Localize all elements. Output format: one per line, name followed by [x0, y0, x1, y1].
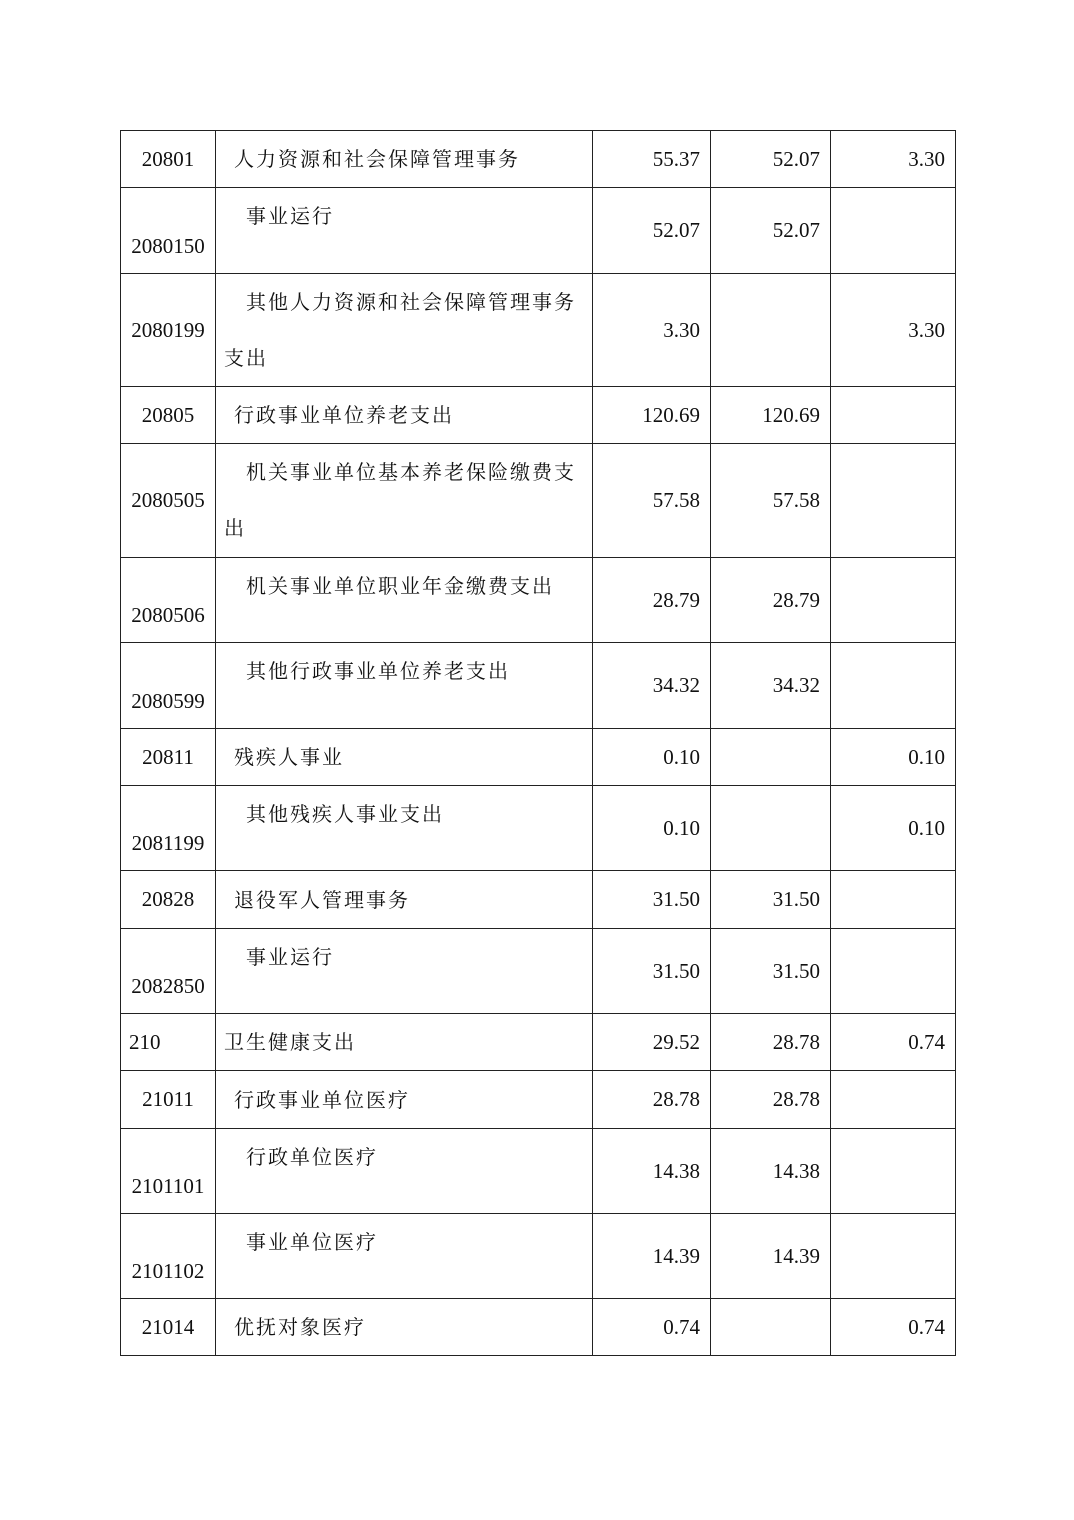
row-name: 优抚对象医疗: [216, 1299, 593, 1356]
row-name: 其他残疾人事业支出: [216, 786, 593, 871]
row-total: 14.38: [593, 1129, 711, 1214]
row-total: 14.39: [593, 1214, 711, 1299]
row-code: 2080150: [121, 188, 216, 274]
row-total: 0.74: [593, 1299, 711, 1356]
row-name: 行政事业单位医疗: [216, 1071, 593, 1129]
row-project: 0.10: [831, 786, 956, 871]
row-code: 2081199: [121, 786, 216, 871]
row-basic: 28.78: [711, 1014, 831, 1071]
row-total: 31.50: [593, 929, 711, 1014]
row-code: 210: [121, 1014, 216, 1071]
row-name: 机关事业单位基本养老保险缴费支出: [216, 444, 593, 558]
row-code: 2080505: [121, 444, 216, 558]
row-basic: 52.07: [711, 188, 831, 274]
row-code: 20805: [121, 387, 216, 444]
row-basic: [711, 729, 831, 786]
row-basic: 52.07: [711, 131, 831, 188]
row-name: 机关事业单位职业年金缴费支出: [216, 558, 593, 643]
row-name: 行政单位医疗: [216, 1129, 593, 1214]
table-row: [121, 1214, 956, 1299]
row-code: 21014: [121, 1299, 216, 1356]
row-project: [831, 1129, 956, 1214]
row-name: 事业运行: [216, 188, 593, 274]
row-total: 0.10: [593, 729, 711, 786]
table-row: [121, 1129, 956, 1214]
row-total: 0.10: [593, 786, 711, 871]
row-project: [831, 929, 956, 1014]
row-code: 2101101: [121, 1129, 216, 1214]
table-row: [121, 929, 956, 1014]
table-row: [121, 786, 956, 871]
budget-table: [120, 130, 956, 1356]
table-row: [121, 871, 956, 929]
row-code: 20828: [121, 871, 216, 929]
row-name: 事业单位医疗: [216, 1214, 593, 1299]
row-code: 2101102: [121, 1214, 216, 1299]
row-project: 0.74: [831, 1299, 956, 1356]
table-row: [121, 1071, 956, 1129]
table-row: [121, 729, 956, 786]
row-total: 28.79: [593, 558, 711, 643]
table-row: [121, 643, 956, 729]
row-project: 3.30: [831, 131, 956, 188]
row-basic: 57.58: [711, 444, 831, 558]
row-basic: 120.69: [711, 387, 831, 444]
row-basic: 34.32: [711, 643, 831, 729]
row-code: 2080506: [121, 558, 216, 643]
row-name: 行政事业单位养老支出: [216, 387, 593, 444]
row-project: [831, 387, 956, 444]
table-row: [121, 188, 956, 274]
row-basic: 28.78: [711, 1071, 831, 1129]
table-row: [121, 1014, 956, 1071]
row-basic: 31.50: [711, 871, 831, 929]
row-code: 2080599: [121, 643, 216, 729]
table-row: [121, 558, 956, 643]
row-basic: [711, 786, 831, 871]
row-name: 残疾人事业: [216, 729, 593, 786]
row-basic: 28.79: [711, 558, 831, 643]
table-row: [121, 131, 956, 188]
row-project: [831, 643, 956, 729]
row-name: 其他行政事业单位养老支出: [216, 643, 593, 729]
row-total: 3.30: [593, 274, 711, 387]
row-basic: [711, 1299, 831, 1356]
row-name: 人力资源和社会保障管理事务: [216, 131, 593, 188]
table-row: [121, 387, 956, 444]
row-code: 20811: [121, 729, 216, 786]
table-row: [121, 444, 956, 558]
row-total: 31.50: [593, 871, 711, 929]
row-name: 退役军人管理事务: [216, 871, 593, 929]
row-code: 2080199: [121, 274, 216, 387]
row-project: [831, 558, 956, 643]
row-name: 其他人力资源和社会保障管理事务支出: [216, 274, 593, 387]
row-total: 55.37: [593, 131, 711, 188]
row-code: 21011: [121, 1071, 216, 1129]
row-total: 52.07: [593, 188, 711, 274]
row-name: 事业运行: [216, 929, 593, 1014]
row-total: 120.69: [593, 387, 711, 444]
row-project: [831, 1071, 956, 1129]
row-total: 34.32: [593, 643, 711, 729]
row-project: 3.30: [831, 274, 956, 387]
table-row: [121, 1299, 956, 1356]
row-code: 20801: [121, 131, 216, 188]
row-code: 2082850: [121, 929, 216, 1014]
row-project: [831, 444, 956, 558]
row-total: 29.52: [593, 1014, 711, 1071]
row-total: 28.78: [593, 1071, 711, 1129]
row-project: [831, 1214, 956, 1299]
row-basic: 31.50: [711, 929, 831, 1014]
row-basic: 14.38: [711, 1129, 831, 1214]
row-project: 0.74: [831, 1014, 956, 1071]
row-project: 0.10: [831, 729, 956, 786]
row-total: 57.58: [593, 444, 711, 558]
row-name: 卫生健康支出: [216, 1014, 593, 1071]
row-project: [831, 871, 956, 929]
row-basic: 14.39: [711, 1214, 831, 1299]
table-row: [121, 274, 956, 387]
row-basic: [711, 274, 831, 387]
row-project: [831, 188, 956, 274]
